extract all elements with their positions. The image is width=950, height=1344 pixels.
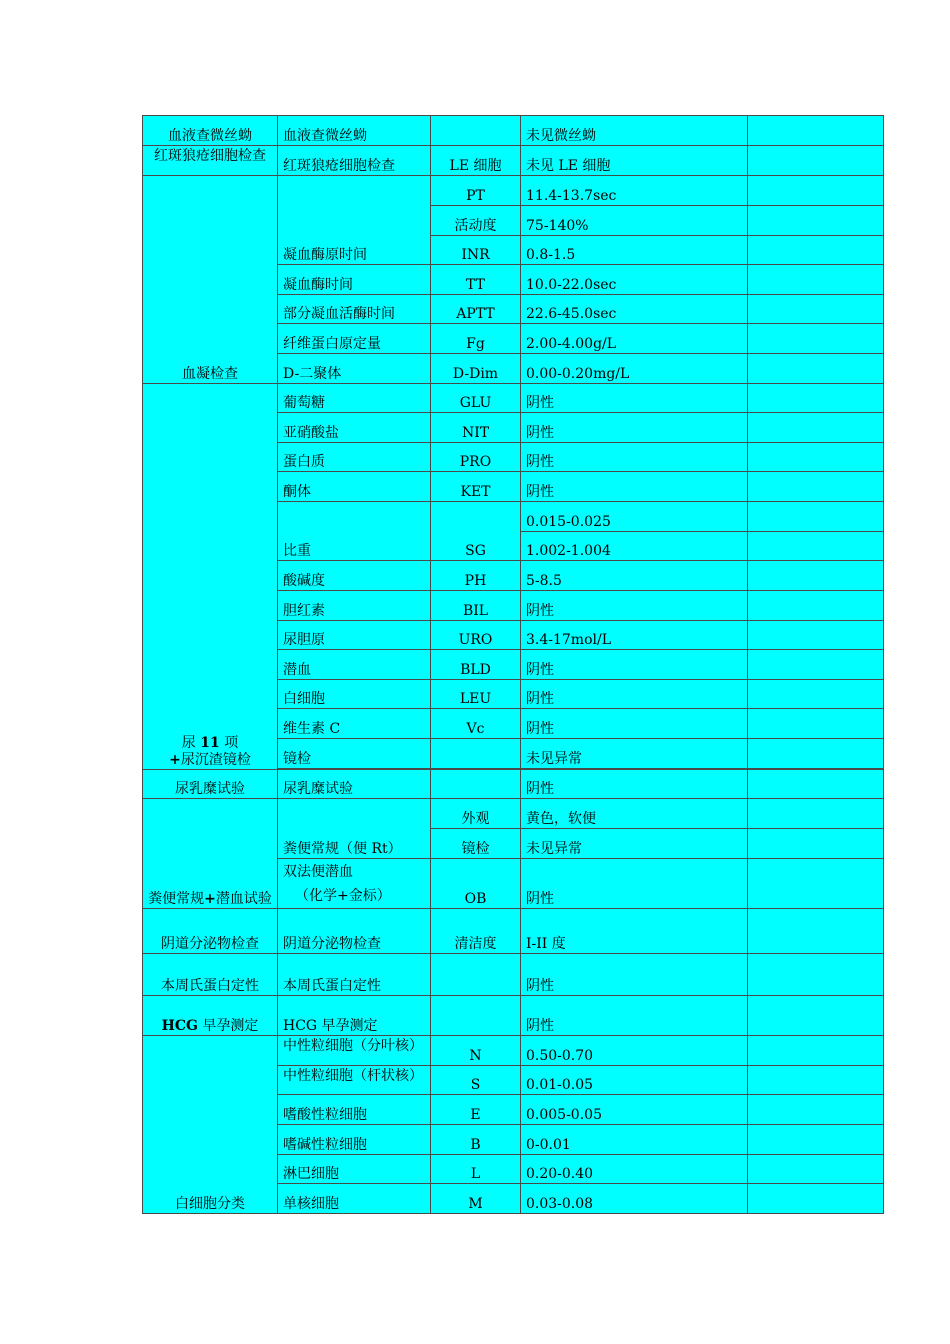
code-cell: TT	[431, 265, 521, 295]
reference-cell: 未见 LE 细胞	[521, 146, 748, 176]
reference-cell: 未见异常	[521, 739, 748, 769]
result-cell	[748, 650, 884, 680]
result-cell	[748, 265, 884, 295]
reference-cell: 22.6-45.0sec	[521, 295, 748, 324]
reference-cell: 0.00-0.20mg/L	[521, 354, 748, 384]
result-cell	[748, 532, 884, 561]
result-cell	[748, 680, 884, 709]
code-cell: GLU	[431, 384, 521, 413]
item-cell: 阴道分泌物检查	[278, 909, 431, 954]
item-cell: 嗜碱性粒细胞	[278, 1125, 431, 1155]
result-cell	[748, 116, 884, 146]
result-cell	[748, 770, 884, 799]
result-cell	[748, 1155, 884, 1184]
code-cell: M	[431, 1184, 521, 1214]
result-cell	[748, 709, 884, 739]
item-cell: 嗜酸性粒细胞	[278, 1095, 431, 1125]
code-cell: PRO	[431, 443, 521, 472]
reference-cell: 11.4-13.7sec	[521, 176, 748, 206]
item-cell: 中性粒细胞（杆状核）	[278, 1066, 431, 1095]
item-cell: 单核细胞	[278, 1184, 431, 1214]
category-cell: 血凝检查	[143, 176, 278, 384]
code-cell: 活动度	[431, 206, 521, 236]
reference-cell: 0.8-1.5	[521, 236, 748, 265]
result-cell	[748, 236, 884, 265]
code-cell: BLD	[431, 650, 521, 680]
table-row	[143, 954, 884, 996]
code-cell: PH	[431, 561, 521, 591]
item-cell: 尿胆原	[278, 621, 431, 650]
category-cell: 尿乳糜试验	[143, 770, 278, 799]
code-cell: PT	[431, 176, 521, 206]
category-cell: 血液查微丝蚴	[143, 116, 278, 146]
result-cell	[748, 859, 884, 909]
result-cell	[748, 472, 884, 502]
reference-cell: 阴性	[521, 472, 748, 502]
reference-cell: 3.4-17mol/L	[521, 621, 748, 650]
code-cell: S	[431, 1066, 521, 1095]
result-cell	[748, 295, 884, 324]
result-cell	[748, 829, 884, 859]
category-cell: 白细胞分类	[143, 1036, 278, 1214]
table-row	[143, 799, 884, 829]
item-cell: 白细胞	[278, 680, 431, 709]
code-cell	[431, 739, 521, 769]
category-cell: 尿 11 项 +尿沉渣镜检	[143, 384, 278, 770]
result-cell	[748, 561, 884, 591]
result-cell	[748, 996, 884, 1036]
item-cell: 尿乳糜试验	[278, 770, 431, 799]
item-cell: 粪便常规（便 Rt）	[278, 799, 431, 859]
code-cell: APTT	[431, 295, 521, 324]
category-cell: HCG 早孕测定	[143, 996, 278, 1036]
table-row	[143, 384, 884, 413]
reference-cell: 0.005-0.05	[521, 1095, 748, 1125]
item-cell: 红斑狼疮细胞检查	[278, 146, 431, 176]
item-cell: 凝血酶原时间	[278, 176, 431, 265]
code-cell: LE 细胞	[431, 146, 521, 176]
code-cell: SG	[431, 502, 521, 561]
code-cell: BIL	[431, 591, 521, 621]
result-cell	[748, 1125, 884, 1155]
reference-cell: I-II 度	[521, 909, 748, 954]
category-cell: 本周氏蛋白定性	[143, 954, 278, 996]
reference-cell: 黄色，软便	[521, 799, 748, 829]
category-cell: 红斑狼疮细胞检查	[143, 146, 278, 176]
code-cell: E	[431, 1095, 521, 1125]
result-cell	[748, 1066, 884, 1095]
reference-cell: 阴性	[521, 770, 748, 799]
code-cell	[431, 116, 521, 146]
item-cell: 血液查微丝蚴	[278, 116, 431, 146]
reference-cell: 阴性	[521, 443, 748, 472]
code-cell: Fg	[431, 324, 521, 354]
item-cell: 蛋白质	[278, 443, 431, 472]
item-cell: 酮体	[278, 472, 431, 502]
reference-cell: 0.03-0.08	[521, 1184, 748, 1214]
result-cell	[748, 621, 884, 650]
result-cell	[748, 799, 884, 829]
reference-cell: 阴性	[521, 680, 748, 709]
reference-cell: 阴性	[521, 996, 748, 1036]
reference-cell: 阴性	[521, 709, 748, 739]
table-row	[143, 1036, 884, 1066]
result-cell	[748, 146, 884, 176]
table-row	[143, 116, 884, 146]
reference-cell: 阴性	[521, 650, 748, 680]
item-cell: 葡萄糖	[278, 384, 431, 413]
code-cell	[431, 996, 521, 1036]
reference-cell: 阴性	[521, 413, 748, 443]
item-cell: 部分凝血活酶时间	[278, 295, 431, 324]
reference-cell: 5-8.5	[521, 561, 748, 591]
item-cell: D-二聚体	[278, 354, 431, 384]
reference-cell: 0.01-0.05	[521, 1066, 748, 1095]
result-cell	[748, 206, 884, 236]
result-cell	[748, 954, 884, 996]
code-cell: Vc	[431, 709, 521, 739]
result-cell	[748, 384, 884, 413]
result-cell	[748, 1184, 884, 1214]
code-cell: B	[431, 1125, 521, 1155]
reference-cell: 未见微丝蚴	[521, 116, 748, 146]
code-cell: 外观	[431, 799, 521, 829]
code-cell: LEU	[431, 680, 521, 709]
reference-cell: 1.002-1.004	[521, 532, 748, 561]
result-cell	[748, 591, 884, 621]
table-row	[143, 909, 884, 954]
code-cell: KET	[431, 472, 521, 502]
reference-cell: 10.0-22.0sec	[521, 265, 748, 295]
code-cell: URO	[431, 621, 521, 650]
item-cell: 亚硝酸盐	[278, 413, 431, 443]
item-cell: 纤维蛋白原定量	[278, 324, 431, 354]
result-cell	[748, 1036, 884, 1066]
item-cell: 凝血酶时间	[278, 265, 431, 295]
reference-cell: 阴性	[521, 859, 748, 909]
code-cell: 镜检	[431, 829, 521, 859]
item-cell: 比重	[278, 502, 431, 561]
result-cell	[748, 413, 884, 443]
table-row	[143, 176, 884, 206]
reference-cell: 0.015-0.025	[521, 502, 748, 532]
item-cell: 中性粒细胞（分叶核）	[278, 1036, 431, 1066]
result-cell	[748, 354, 884, 384]
code-cell: OB	[431, 859, 521, 909]
code-cell: N	[431, 1036, 521, 1066]
reference-cell: 阴性	[521, 384, 748, 413]
result-cell	[748, 176, 884, 206]
item-cell: 胆红素	[278, 591, 431, 621]
reference-cell: 未见异常	[521, 829, 748, 859]
table-row	[143, 146, 884, 176]
result-cell	[748, 739, 884, 769]
category-cell: 阴道分泌物检查	[143, 909, 278, 954]
result-cell	[748, 1095, 884, 1125]
code-cell: D-Dim	[431, 354, 521, 384]
item-cell: 潜血	[278, 650, 431, 680]
code-cell	[431, 770, 521, 799]
reference-cell: 阴性	[521, 591, 748, 621]
item-cell: 维生素 C	[278, 709, 431, 739]
reference-cell: 0-0.01	[521, 1125, 748, 1155]
reference-cell: 2.00-4.00g/L	[521, 324, 748, 354]
result-cell	[748, 502, 884, 532]
code-cell	[431, 954, 521, 996]
item-cell: 双法便潜血 （化学+金标）	[278, 859, 431, 909]
item-cell: 酸碱度	[278, 561, 431, 591]
item-cell: HCG 早孕测定	[278, 996, 431, 1036]
table-row	[143, 770, 884, 799]
code-cell: 清洁度	[431, 909, 521, 954]
item-cell: 本周氏蛋白定性	[278, 954, 431, 996]
code-cell: L	[431, 1155, 521, 1184]
reference-cell: 0.20-0.40	[521, 1155, 748, 1184]
reference-cell: 75-140%	[521, 206, 748, 236]
reference-cell: 阴性	[521, 954, 748, 996]
code-cell: NIT	[431, 413, 521, 443]
category-cell: 粪便常规+潜血试验	[143, 799, 278, 909]
item-cell: 镜检	[278, 739, 431, 769]
lab-reference-table	[142, 115, 884, 1214]
code-cell: INR	[431, 236, 521, 265]
table-row	[143, 996, 884, 1036]
result-cell	[748, 909, 884, 954]
reference-cell: 0.50-0.70	[521, 1036, 748, 1066]
item-cell: 淋巴细胞	[278, 1155, 431, 1184]
result-cell	[748, 324, 884, 354]
result-cell	[748, 443, 884, 472]
